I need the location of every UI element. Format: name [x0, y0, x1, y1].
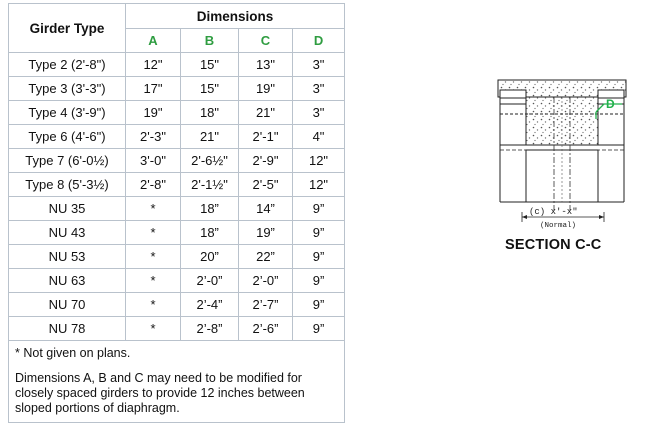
- dim-b-cell: 2’-0”: [181, 269, 239, 293]
- dim-c-cell: 14”: [239, 197, 293, 221]
- girder-type-cell: NU 35: [9, 197, 126, 221]
- dim-b-cell: 2'-1½": [181, 173, 239, 197]
- girder-type-cell: Type 4 (3'-9"): [9, 101, 126, 125]
- dim-c-cell: 13": [239, 53, 293, 77]
- dim-a-cell: 3'-0": [126, 149, 181, 173]
- dim-d-cell: 3": [293, 53, 345, 77]
- table-row: [9, 149, 345, 173]
- dim-d-cell: 9”: [293, 317, 345, 341]
- table-row: [9, 245, 345, 269]
- table-body: [9, 53, 345, 341]
- dimension-d-label: D: [606, 97, 615, 111]
- section-title: SECTION C-C: [505, 237, 602, 253]
- dim-b-cell: 15": [181, 53, 239, 77]
- girder-type-cell: Type 7 (6'-0½): [9, 149, 126, 173]
- girder-type-cell: Type 2 (2'-8"): [9, 53, 126, 77]
- dim-d-cell: 9”: [293, 269, 345, 293]
- dim-a-cell: 12": [126, 53, 181, 77]
- girder-type-header: Girder Type: [9, 4, 126, 53]
- dim-d-cell: 12": [293, 173, 345, 197]
- table-row: [9, 293, 345, 317]
- dim-b-cell: 18”: [181, 221, 239, 245]
- dim-a-cell: *: [126, 269, 181, 293]
- dim-d-cell: 4": [293, 125, 345, 149]
- dim-b-cell: 21": [181, 125, 239, 149]
- dim-a-cell: *: [126, 245, 181, 269]
- table-row: [9, 317, 345, 341]
- left-girder-flange: [500, 90, 526, 98]
- dim-c-cell: 2'-5": [239, 173, 293, 197]
- dim-a-cell: 19": [126, 101, 181, 125]
- dim-a-cell: 17": [126, 77, 181, 101]
- girder-type-cell: Type 3 (3'-3"): [9, 77, 126, 101]
- dim-a-cell: *: [126, 197, 181, 221]
- girder-type-cell: NU 63: [9, 269, 126, 293]
- dim-d-cell: 9”: [293, 197, 345, 221]
- girder-dimensions-table: [8, 3, 345, 423]
- note-modify-dimensions: Dimensions A, B and C may need to be modified for closely spaced girders to provide 12 inches between sloped portions of diaphragm.: [15, 371, 305, 415]
- dim-c-cell: 2’-7”: [239, 293, 293, 317]
- dim-d-cell: 3": [293, 101, 345, 125]
- dim-c-cell: 19": [239, 77, 293, 101]
- girder-type-cell: NU 53: [9, 245, 126, 269]
- dim-c-cell: 2'-9": [239, 149, 293, 173]
- girder-type-cell: NU 43: [9, 221, 126, 245]
- dim-c-cell: 2'-1": [239, 125, 293, 149]
- table-row: [9, 197, 345, 221]
- dim-d-cell: 9”: [293, 221, 345, 245]
- girder-dimensions-table-wrap: [8, 3, 344, 423]
- dim-b-cell: 2'-6½": [181, 149, 239, 173]
- dim-c-cell: 19”: [239, 221, 293, 245]
- table-row: [9, 77, 345, 101]
- section-c-c-drawing: [492, 62, 628, 262]
- table-notes: [9, 341, 345, 423]
- dim-d-cell: 3": [293, 77, 345, 101]
- table-row: [9, 173, 345, 197]
- dim-b-cell: 20”: [181, 245, 239, 269]
- table-row: [9, 125, 345, 149]
- dim-d-cell: 9”: [293, 293, 345, 317]
- dim-a-cell: 2'-3": [126, 125, 181, 149]
- table-row: [9, 221, 345, 245]
- dim-c-cell: 2’-6”: [239, 317, 293, 341]
- table-row: [9, 53, 345, 77]
- dim-b-cell: 2’-4”: [181, 293, 239, 317]
- table-row: [9, 101, 345, 125]
- dim-c-cell: 2’-0”: [239, 269, 293, 293]
- girder-type-cell: Type 8 (5'-3½): [9, 173, 126, 197]
- dim-b-cell: 18”: [181, 197, 239, 221]
- dimensions-header: Dimensions: [126, 4, 345, 29]
- column-header-b: B: [181, 29, 239, 53]
- note-not-given: * Not given on plans.: [15, 346, 131, 360]
- dim-a-cell: *: [126, 317, 181, 341]
- table-row: [9, 269, 345, 293]
- dim-b-cell: 15": [181, 77, 239, 101]
- girder-type-cell: NU 70: [9, 293, 126, 317]
- dim-a-cell: 2'-8": [126, 173, 181, 197]
- dim-b-cell: 18": [181, 101, 239, 125]
- dim-d-cell: 12": [293, 149, 345, 173]
- dim-a-cell: *: [126, 293, 181, 317]
- dimension-sublabel: (Normal): [540, 222, 577, 230]
- column-header-a: A: [126, 29, 181, 53]
- girder-type-cell: Type 6 (4'-6"): [9, 125, 126, 149]
- dim-b-cell: 2’-8”: [181, 317, 239, 341]
- column-header-c: C: [239, 29, 293, 53]
- girder-type-cell: NU 78: [9, 317, 126, 341]
- dim-a-cell: *: [126, 221, 181, 245]
- dim-c-cell: 21": [239, 101, 293, 125]
- dim-d-cell: 9”: [293, 245, 345, 269]
- dim-c-cell: 22”: [239, 245, 293, 269]
- column-header-d: D: [293, 29, 345, 53]
- dimension-label: (c) x'-x": [529, 207, 578, 217]
